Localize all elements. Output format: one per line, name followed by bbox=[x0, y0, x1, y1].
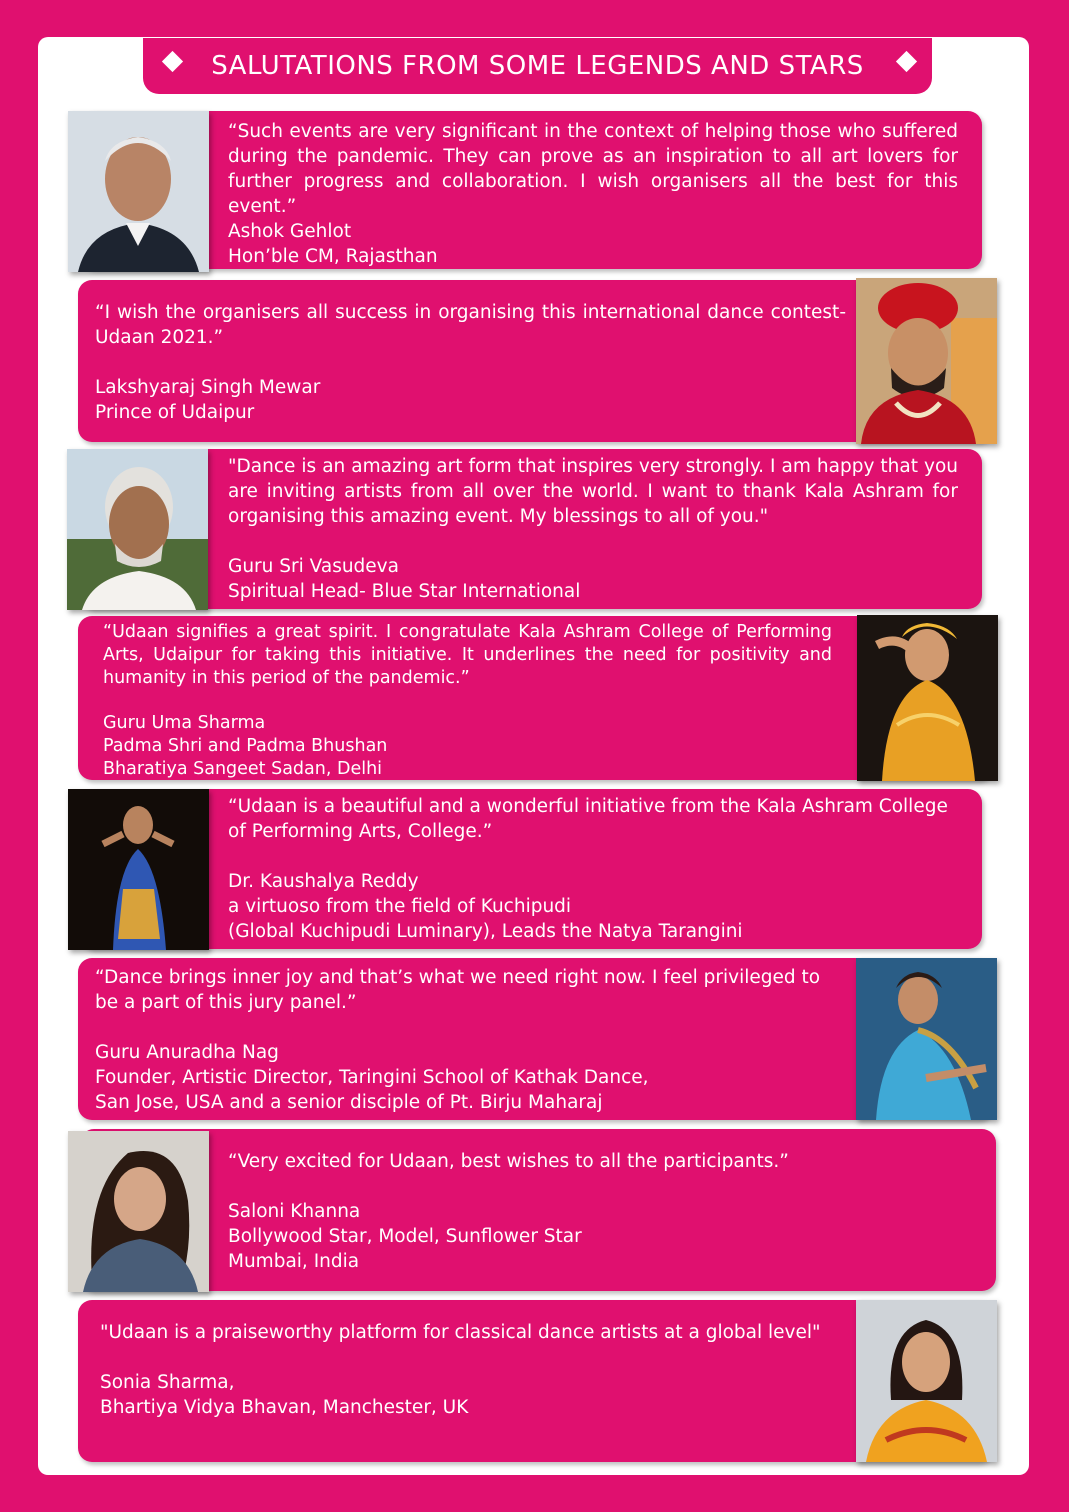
testimonial-author: Dr. Kaushalya Reddy bbox=[228, 871, 419, 892]
testimonial-quote: "Dance is an amazing art form that inspires very strongly. I am happy that you are inviting artists from all over the world. I want to thank Kala Ashram for organising this amazing event. My blessings to all of you." bbox=[228, 456, 958, 527]
testimonial-card bbox=[78, 958, 992, 1120]
portrait-photo bbox=[68, 111, 209, 272]
portrait-photo bbox=[856, 278, 997, 444]
testimonial-role: Bollywood Star, Model, Sunflower Star bbox=[228, 1226, 582, 1247]
page-title-bar bbox=[143, 38, 932, 94]
testimonial-author: Guru Uma Sharma bbox=[103, 713, 266, 733]
testimonial-author: Saloni Khanna bbox=[228, 1201, 361, 1222]
testimonial-role: Padma Shri and Padma Bhushan bbox=[103, 736, 388, 756]
testimonial-quote: “Udaan is a beautiful and a wonderful initiative from the Kala Ashram College of Performing Arts, College.” bbox=[228, 796, 948, 842]
testimonial-card bbox=[78, 280, 992, 442]
testimonial-card bbox=[80, 449, 982, 609]
testimonial-card bbox=[78, 616, 992, 780]
page-title: SALUTATIONS FROM SOME LEGENDS AND STARS bbox=[211, 51, 864, 81]
testimonial-card bbox=[80, 111, 982, 269]
testimonial-author: Sonia Sharma, bbox=[100, 1372, 235, 1393]
testimonial-role: Spiritual Head- Blue Star International bbox=[228, 581, 581, 602]
diamond-icon bbox=[896, 51, 917, 72]
testimonial-author: Guru Sri Vasudeva bbox=[228, 556, 399, 577]
testimonial-role: Bharatiya Sangeet Sadan, Delhi bbox=[103, 759, 383, 779]
testimonial-card bbox=[80, 789, 982, 949]
testimonial-role: a virtuoso from the field of Kuchipudi bbox=[228, 896, 572, 917]
diamond-icon bbox=[162, 51, 183, 72]
testimonial-role: Founder, Artistic Director, Taringini School of Kathak Dance, bbox=[95, 1067, 649, 1088]
portrait-photo bbox=[67, 449, 208, 610]
testimonial-author: Lakshyaraj Singh Mewar bbox=[95, 377, 321, 398]
testimonial-role: (Global Kuchipudi Luminary), Leads the Natya Tarangini bbox=[228, 921, 743, 942]
testimonial-quote: "Udaan is a praiseworthy platform for classical dance artists at a global level" bbox=[100, 1322, 821, 1343]
testimonial-quote: “Very excited for Udaan, best wishes to all the participants.” bbox=[228, 1151, 789, 1172]
testimonial-role: San Jose, USA and a senior disciple of Pt. Birju Maharaj bbox=[95, 1092, 603, 1113]
testimonial-card bbox=[80, 1129, 996, 1291]
testimonial-role: Bhartiya Vidya Bhavan, Manchester, UK bbox=[100, 1397, 469, 1418]
testimonial-quote: “I wish the organisers all success in organising this international dance contest- Udaan 2021.” bbox=[95, 302, 846, 348]
testimonial-quote: “Dance brings inner joy and that’s what we need right now. I feel privileged to be a part of this jury panel.” bbox=[95, 967, 821, 1013]
testimonial-card bbox=[78, 1300, 992, 1462]
dancer-photo bbox=[68, 789, 209, 950]
dancer-photo bbox=[857, 615, 998, 781]
testimonial-author: Ashok Gehlot bbox=[228, 221, 352, 242]
testimonial-author: Guru Anuradha Nag bbox=[95, 1042, 279, 1063]
portrait-photo bbox=[68, 1131, 209, 1292]
testimonial-role: Hon’ble CM, Rajasthan bbox=[228, 246, 438, 267]
testimonial-role: Prince of Udaipur bbox=[95, 402, 255, 423]
dancer-photo bbox=[856, 958, 997, 1120]
portrait-photo bbox=[856, 1300, 997, 1462]
testimonial-quote: “Such events are very significant in the context of helping those who suffered during the pandemic. They can prove as an inspiration to all art lovers for further progress and collaboration. I wish organisers all the best for this event.” bbox=[228, 121, 958, 217]
testimonial-role: Mumbai, India bbox=[228, 1251, 360, 1272]
testimonial-quote: “Udaan signifies a great spirit. I congratulate Kala Ashram College of Performing Arts, Udaipur for taking this initiative. It underlines the need for positivity and humanity in this period of the pandemic.” bbox=[103, 622, 832, 688]
